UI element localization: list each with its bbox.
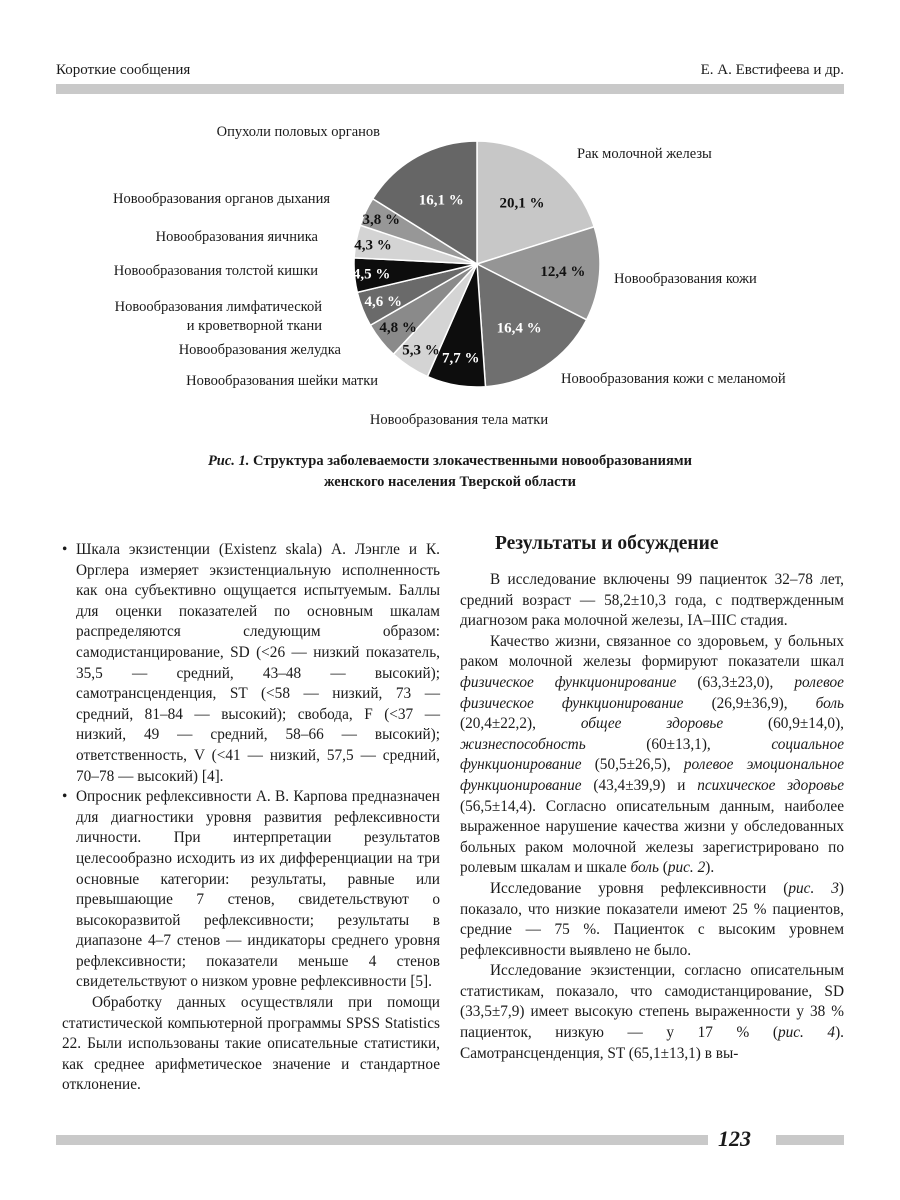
bullet-reflexivity-questionnaire: • Опросник рефлексивности А. В. Карпова предназначен для диагностики уровня развития рефлексивности личности. При интерпретации результатов целесообразно исходить из их дифференциации на три основные категории: результаты, равные или превышающие 7 стенов, свидетельствуют о высокоразвитой рефлексивности; результаты в диапазоне 4–7 стенов — индикаторы среднего уровня рефлексивности; показатели меньше 4 стенов свидетельствуют о низком уровне рефлексивности [5]. bbox=[62, 787, 440, 993]
slice-category-label: Новообразования тела матки bbox=[369, 412, 549, 428]
caption-line-1: Структура заболеваемости злокачественными новообразованиями bbox=[253, 453, 693, 469]
header-divider bbox=[56, 84, 844, 94]
slice-category-label: Новообразования толстой кишки bbox=[113, 263, 318, 279]
slice-category-label: Новообразования кожи с меланомой bbox=[561, 371, 786, 387]
slice-percent-label: 4,5 % bbox=[352, 266, 391, 283]
figure-number: Рис. 1. bbox=[207, 453, 250, 469]
slice-category-label: Новообразования кожи bbox=[614, 271, 757, 287]
paragraph-patients: В исследование включены 99 пациенток 32–78 лет, средний возраст — 58,2±10,3 года, с подтвержденным диагнозом рака молочной железы, IA–IIIC стадия. bbox=[460, 571, 844, 630]
bullet-existence-scale: • Шкала экзистенции (Existenz skala) А. Лэнгле и К. Орглера измеряет экзистенциальную исполненность как она субъективно ощущается испытуемым. Баллы для оценки показателей по основным шкалам распределяются следующим образом: самодистанцирование, SD (<26 — низкий показатель, 35,5 — средний, 43–48 — высокий); самотрансценденция, ST (<58 — низкий, 73 — средний, 81–84 — высокий); свобода, F (<37 — низкий, 49 — средний, 58–66 — высокий); ответственность, V (<41 — низкий, 57,5 — средний, 70–78 — высокий) [4]. bbox=[62, 540, 440, 787]
slice-percent-label: 7,7 % bbox=[441, 350, 480, 367]
footer-divider-left bbox=[56, 1135, 708, 1145]
slice-percent-label: 16,1 % bbox=[418, 192, 464, 209]
running-header-section: Короткие сообщения bbox=[56, 62, 191, 78]
running-header-authors: Е. А. Евстифеева и др. bbox=[700, 62, 844, 78]
slice-category-label: Новообразования яичника bbox=[155, 229, 318, 245]
slice-category-label: Новообразования желудка bbox=[178, 342, 341, 358]
paragraph-reflexivity: Исследование уровня рефлексивности (рис. 3) показало, что низкие показатели имеют 25 % пациентов, средние — 75 %. Пациенток с высоким уровнем рефлексивности выявлено не было. bbox=[460, 879, 844, 959]
slice-category-label: Рак молочной железы bbox=[577, 146, 712, 162]
slice-percent-label: 20,1 % bbox=[499, 195, 545, 212]
slice-percent-label: 3,8 % bbox=[362, 211, 401, 228]
page-number: 123 bbox=[718, 1126, 751, 1151]
left-column bbox=[62, 540, 440, 1096]
slice-category-label: Новообразования органов дыхания bbox=[113, 191, 330, 207]
footer-divider-right bbox=[776, 1135, 844, 1145]
caption-line-2: женского населения Тверской области bbox=[323, 474, 576, 490]
slice-percent-label: 4,6 % bbox=[364, 294, 402, 311]
slice-percent-label: 12,4 % bbox=[540, 264, 586, 281]
paragraph-statistics: Обработку данных осуществляли при помощи статистической компьютерной программы SPSS Statistics 22. Были использованы такие описательные статистики, как среднее арифметическое значение и стандартное отклонение. bbox=[62, 994, 440, 1094]
slice-percent-label: 4,8 % bbox=[379, 319, 417, 336]
slice-percent-label: 16,4 % bbox=[496, 320, 542, 337]
slice-category-label: и кроветворной ткани bbox=[186, 318, 322, 334]
paragraph-existence: Исследование экзистенции, согласно описательным статистикам, показало, что самодистанцирование, SD (33,5±7,9) имеет высокую степень выраженности у 38 % пациенток, низкую — у 17 % (рис. 4). Самотрансценденция, ST (65,1±13,1) в вы- bbox=[460, 962, 844, 1062]
pie-chart bbox=[0, 100, 900, 440]
slice-category-label: Новообразования лимфатической bbox=[114, 299, 322, 315]
slice-percent-label: 4,3 % bbox=[354, 237, 392, 254]
slice-category-label: Опухоли половых органов bbox=[216, 124, 380, 140]
figure-caption bbox=[90, 451, 810, 493]
paragraph-quality-of-life: Качество жизни, связанное со здоровьем, у больных раком молочной железы формируют показатели шкал физическое функционирование (63,3±23,0), ролевое физическое функционирование (26,9±36,9), боль (20,4±22,2), общее здоровье (60,9±14,0), жизнеспособность (60±13,1), социальное функционирование (50,5±26,5), ролевое эмоциональное функционирование (43,4±39,9) и психическое здоровье (56,5±14,4). Согласно описательным данным, наиболее выраженное нарушение качества жизни у обследованных больных раком молочной железы зарегистрировано по ролевым шкалам и шкале боль (рис. 2). bbox=[460, 632, 845, 877]
slice-category-label: Новообразования шейки матки bbox=[186, 373, 378, 389]
section-title: Результаты и обсуждение bbox=[495, 533, 719, 554]
right-column bbox=[460, 570, 844, 1064]
slice-percent-label: 5,3 % bbox=[402, 342, 440, 359]
